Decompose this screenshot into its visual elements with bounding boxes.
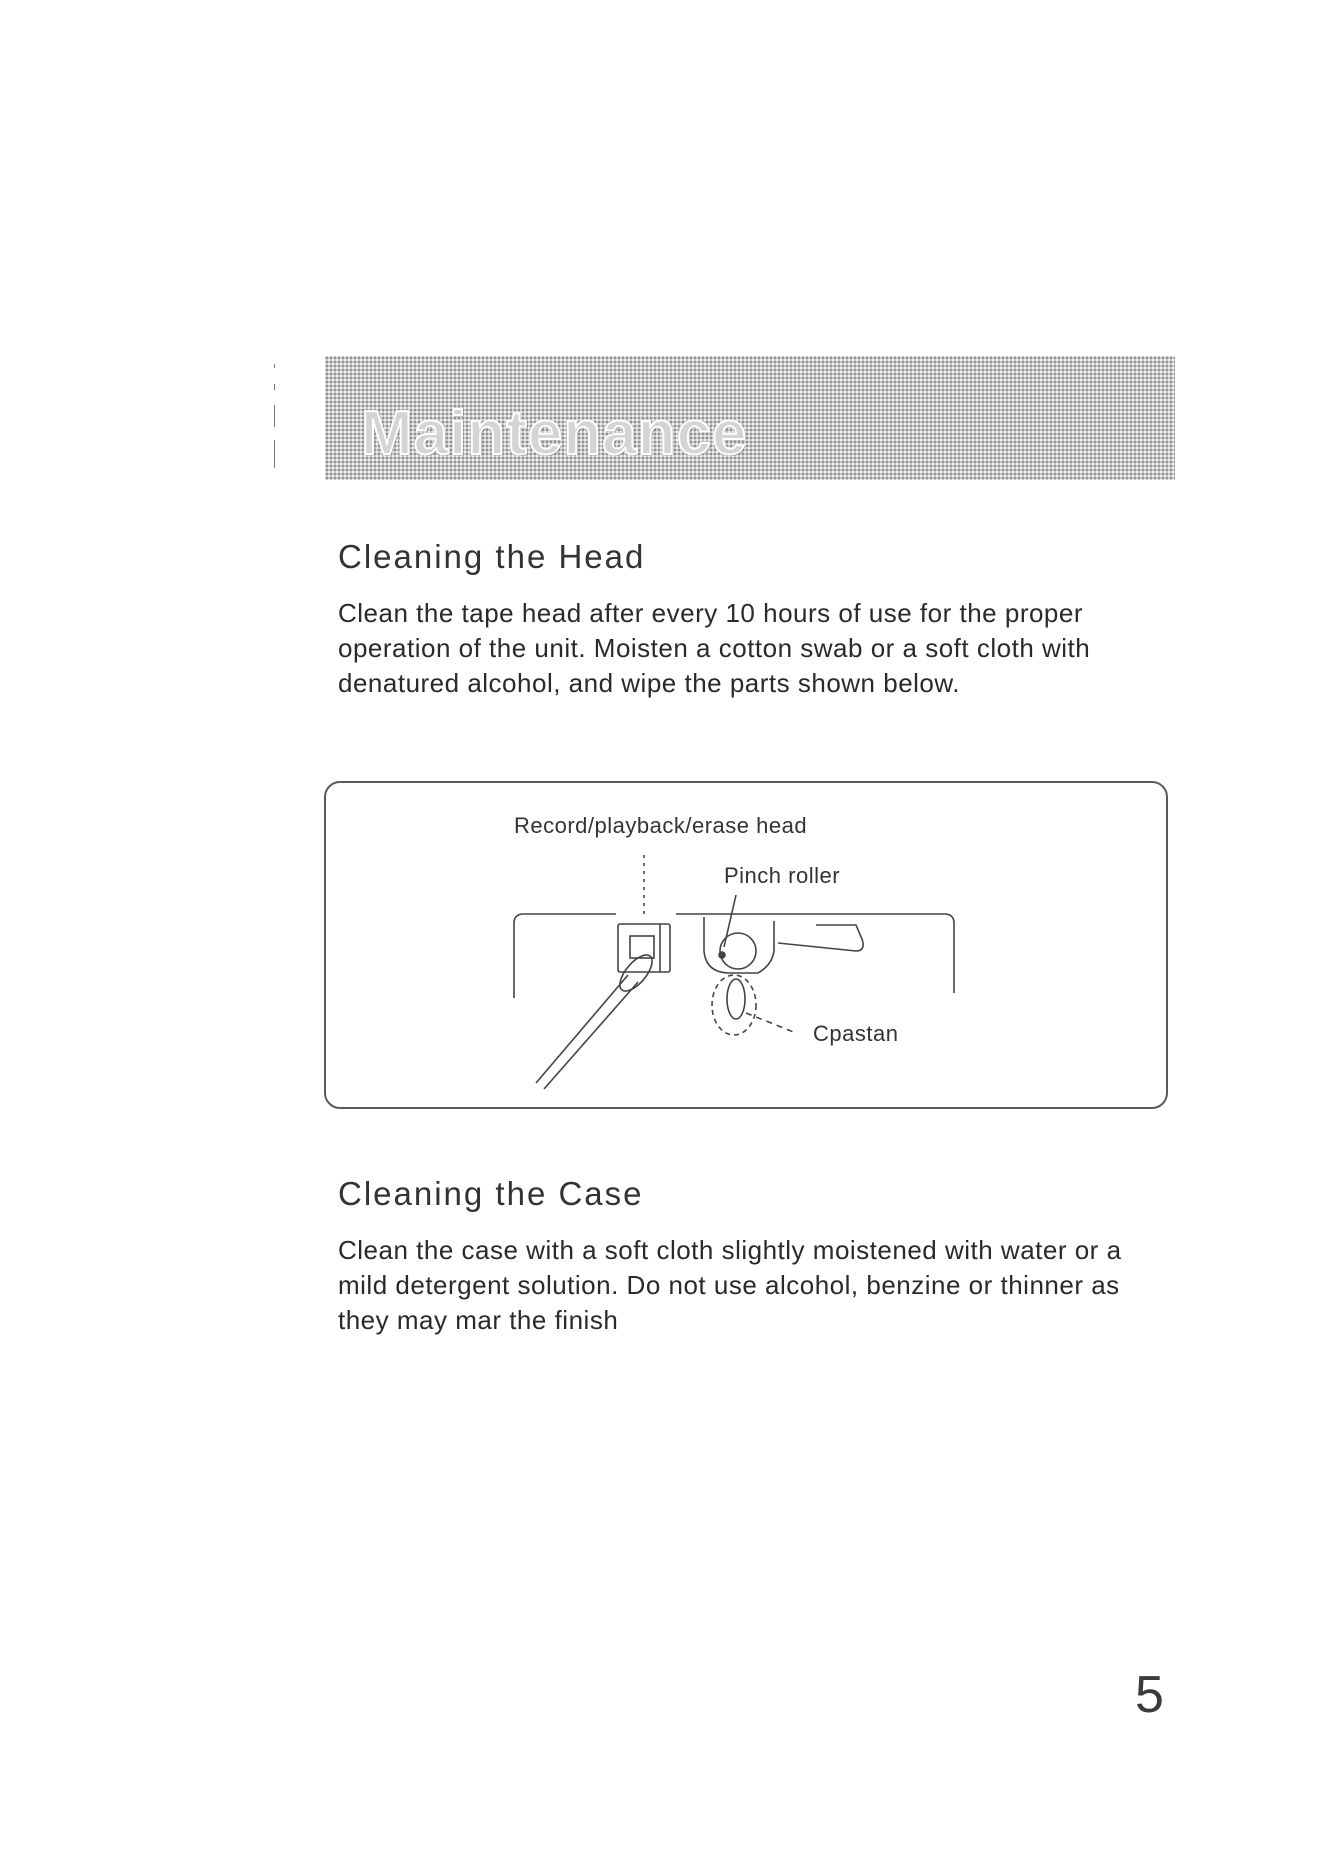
section-heading-cleaning-case: Cleaning the Case xyxy=(338,1175,644,1212)
scan-mark xyxy=(274,440,275,468)
capstan-leader xyxy=(746,1013,796,1033)
deck-outline xyxy=(676,914,954,993)
tape-head-gap xyxy=(630,936,654,958)
pinch-roller-arm xyxy=(778,925,863,951)
scan-mark xyxy=(274,384,275,390)
pinch-roller-arm xyxy=(704,917,774,973)
page-title: Maintenance xyxy=(361,399,748,468)
label-record-playback-erase-head: Record/playback/erase head xyxy=(514,813,808,838)
deck-outline xyxy=(514,914,616,998)
capstan xyxy=(727,979,745,1019)
scan-mark xyxy=(274,405,275,427)
section-heading-cleaning-head: Cleaning the Head xyxy=(338,538,646,575)
tape-head xyxy=(618,924,670,972)
label-capstan: Cpastan xyxy=(813,1021,899,1046)
pinch-roller-hub xyxy=(719,952,725,958)
label-pinch-roller: Pinch roller xyxy=(724,863,841,888)
cotton-swab-tip xyxy=(614,950,658,997)
paragraph-cleaning-head: Clean the tape head after every 10 hours of use for the proper operation of the unit. Moisten a cotton swab or a soft cloth with denatured alcohol, and wipe the parts shown below. xyxy=(338,598,1091,698)
cotton-swab xyxy=(536,975,628,1083)
paragraph-cleaning-case: Clean the case with a soft cloth slightly moistened with water or a mild detergent solution. Do not use alcohol, benzine or thinner as they may mar the finish xyxy=(338,1235,1122,1335)
section-banner xyxy=(325,356,1175,480)
page-number: 5 xyxy=(1135,1666,1164,1724)
pinch-roller-leader xyxy=(724,895,736,947)
scan-mark xyxy=(274,364,275,368)
capstan-cleaning-swab xyxy=(712,975,756,1035)
head-cleaning-illustration xyxy=(324,781,1168,1109)
cotton-swab xyxy=(544,982,638,1089)
